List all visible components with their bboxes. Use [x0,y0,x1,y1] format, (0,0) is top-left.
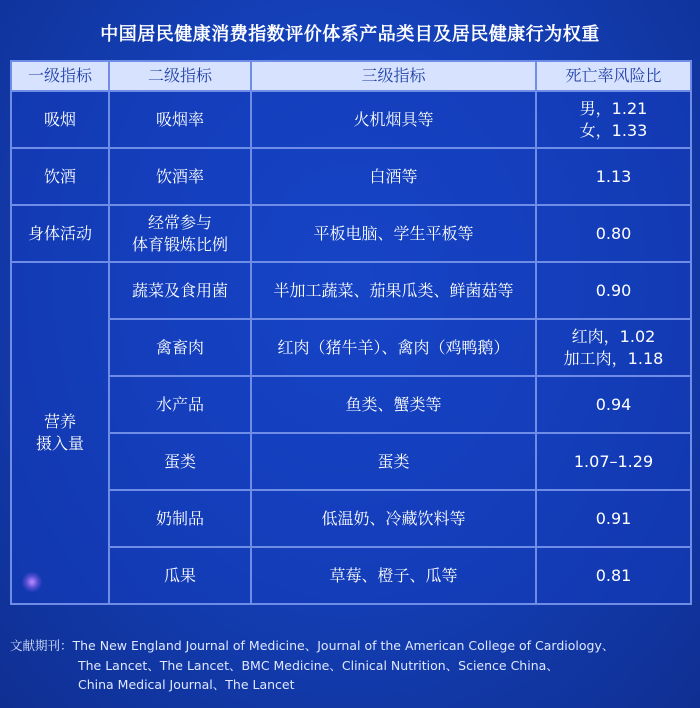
table-row [11,547,691,604]
cell-level2: 奶制品 [109,490,251,547]
table-row [11,91,691,148]
level1-line: 摄入量 [35,434,84,453]
table-row [11,319,691,376]
ratio-line: 女，1.33 [579,120,648,140]
cell-level2: 禽畜肉 [109,319,251,376]
footer-line: 文献期刊：The New England Journal of Medicine、Journal of the American College of Cardiology、 [10,638,615,653]
cell-level3: 半加工蔬菜、茄果瓜类、鲜菌菇等 [251,262,536,319]
table-row [11,148,691,205]
header-ratio: 死亡率风险比 [536,61,691,91]
cell-level3: 草莓、橙子、瓜等 [251,547,536,604]
ratio-line: 红肉，1.02 [571,326,656,346]
cell-level2: 水产品 [109,376,251,433]
cell-level1: 吸烟 [11,91,109,148]
ratio-line: 男，1.21 [579,98,648,118]
cell-level3: 低温奶、冷藏饮料等 [251,490,536,547]
cell-ratio: 1.13 [536,148,691,205]
cell-level2: 蔬菜及食用菌 [109,262,251,319]
cell-ratio: 0.80 [536,205,691,262]
level1-line: 营养 [43,412,76,431]
cell-ratio [536,91,691,148]
cell-level3: 蛋类 [251,433,536,490]
table-row [11,205,691,262]
table-row [11,490,691,547]
cell-level3: 火机烟具等 [251,91,536,148]
cell-level2: 蛋类 [109,433,251,490]
table-row [11,262,691,319]
footer-line: The Lancet、The Lancet、BMC Medicine、Clinical Nutrition、Science China、 [78,657,559,673]
cell-ratio: 0.81 [536,547,691,604]
cell-level2: 饮酒率 [109,148,251,205]
cell-ratio: 0.90 [536,262,691,319]
references-footer [10,636,690,695]
cell-level1: 身体活动 [11,205,109,262]
cell-level1-nutrition [11,262,109,604]
footer-line: China Medical Journal、The Lancet [78,677,295,692]
ratio-line: 加工肉，1.18 [563,348,664,368]
header-level1: 一级指标 [11,61,109,91]
cell-level1: 饮酒 [11,148,109,205]
table-row [11,433,691,490]
cell-level3: 红肉（猪牛羊）、禽肉（鸡鸭鹅） [251,319,536,376]
page-title: 中国居民健康消费指数评价体系产品类目及居民健康行为权重 [100,24,600,45]
level2-line: 体育锻炼比例 [131,234,228,254]
cell-level3: 白酒等 [251,148,536,205]
cell-ratio: 0.91 [536,490,691,547]
level2-line: 经常参与 [147,212,212,232]
cell-ratio [536,319,691,376]
cell-level2 [109,205,251,262]
index-table [10,60,692,605]
decorative-glow [22,572,42,592]
cell-ratio: 1.07–1.29 [536,433,691,490]
table-header-row [11,61,691,91]
table-row [11,376,691,433]
header-level3: 三级指标 [251,61,536,91]
cell-ratio: 0.94 [536,376,691,433]
cell-level3: 鱼类、蟹类等 [251,376,536,433]
cell-level2: 吸烟率 [109,91,251,148]
header-level2: 二级指标 [109,61,251,91]
cell-level2: 瓜果 [109,547,251,604]
cell-level3: 平板电脑、学生平板等 [251,205,536,262]
